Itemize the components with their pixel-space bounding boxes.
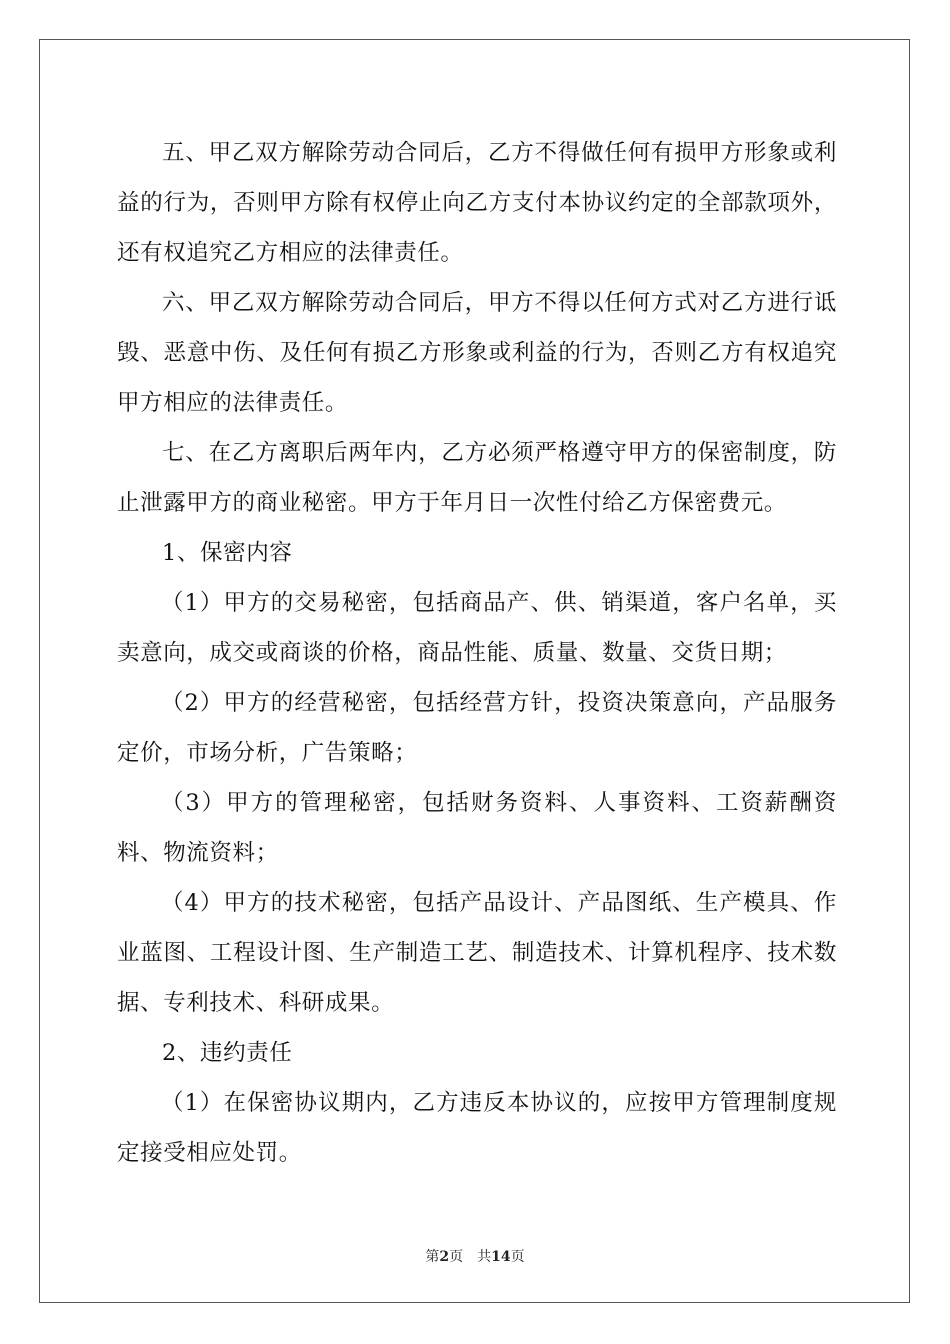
list-item-technical-secrets: （4）甲方的技术秘密，包括产品设计、产品图纸、生产模具、作业蓝图、工程设计图、生产制造工艺、制造技术、计算机程序、技术数据、专利技术、科研成果。 xyxy=(117,890,837,1016)
section-heading-liability: 2、违约责任 xyxy=(162,1040,293,1066)
section-heading-confidential-content: 1、保密内容 xyxy=(162,540,293,566)
total-suffix: 页 xyxy=(510,1249,525,1265)
paragraph-clause-6: 六、甲乙双方解除劳动合同后，甲方不得以任何方式对乙方进行诋毁、恶意中伤、及任何有损乙方形象或利益的行为，否则乙方有权追究甲方相应的法律责任。 xyxy=(117,290,837,416)
page-prefix: 第 xyxy=(425,1249,440,1265)
page-number: 2 xyxy=(439,1249,450,1265)
page-suffix: 页 xyxy=(449,1249,464,1265)
list-item-business-secrets: （2）甲方的经营秘密，包括经营方针，投资决策意向，产品服务定价，市场分析，广告策略； xyxy=(117,690,837,766)
document-body xyxy=(117,128,837,1178)
list-item-trade-secrets: （1）甲方的交易秘密，包括商品产、供、销渠道，客户名单，买卖意向，成交或商谈的价格，商品性能、质量、数量、交货日期； xyxy=(117,590,837,666)
list-item-liability-1: （1）在保密协议期内，乙方违反本协议的，应按甲方管理制度规定接受相应处罚。 xyxy=(117,1090,837,1166)
paragraph-clause-7: 七、在乙方离职后两年内，乙方必须严格遵守甲方的保密制度，防止泄露甲方的商业秘密。甲方于年月日一次性付给乙方保密费元。 xyxy=(117,440,837,516)
paragraph-clause-5: 五、甲乙双方解除劳动合同后，乙方不得做任何有损甲方形象或利益的行为，否则甲方除有权停止向乙方支付本协议约定的全部款项外，还有权追究乙方相应的法律责任。 xyxy=(117,140,837,266)
list-item-management-secrets: （3）甲方的管理秘密，包括财务资料、人事资料、工资薪酬资料、物流资料； xyxy=(117,790,837,866)
total-pages: 14 xyxy=(491,1249,511,1265)
page-footer xyxy=(0,1248,950,1266)
total-prefix: 共 xyxy=(477,1249,492,1265)
